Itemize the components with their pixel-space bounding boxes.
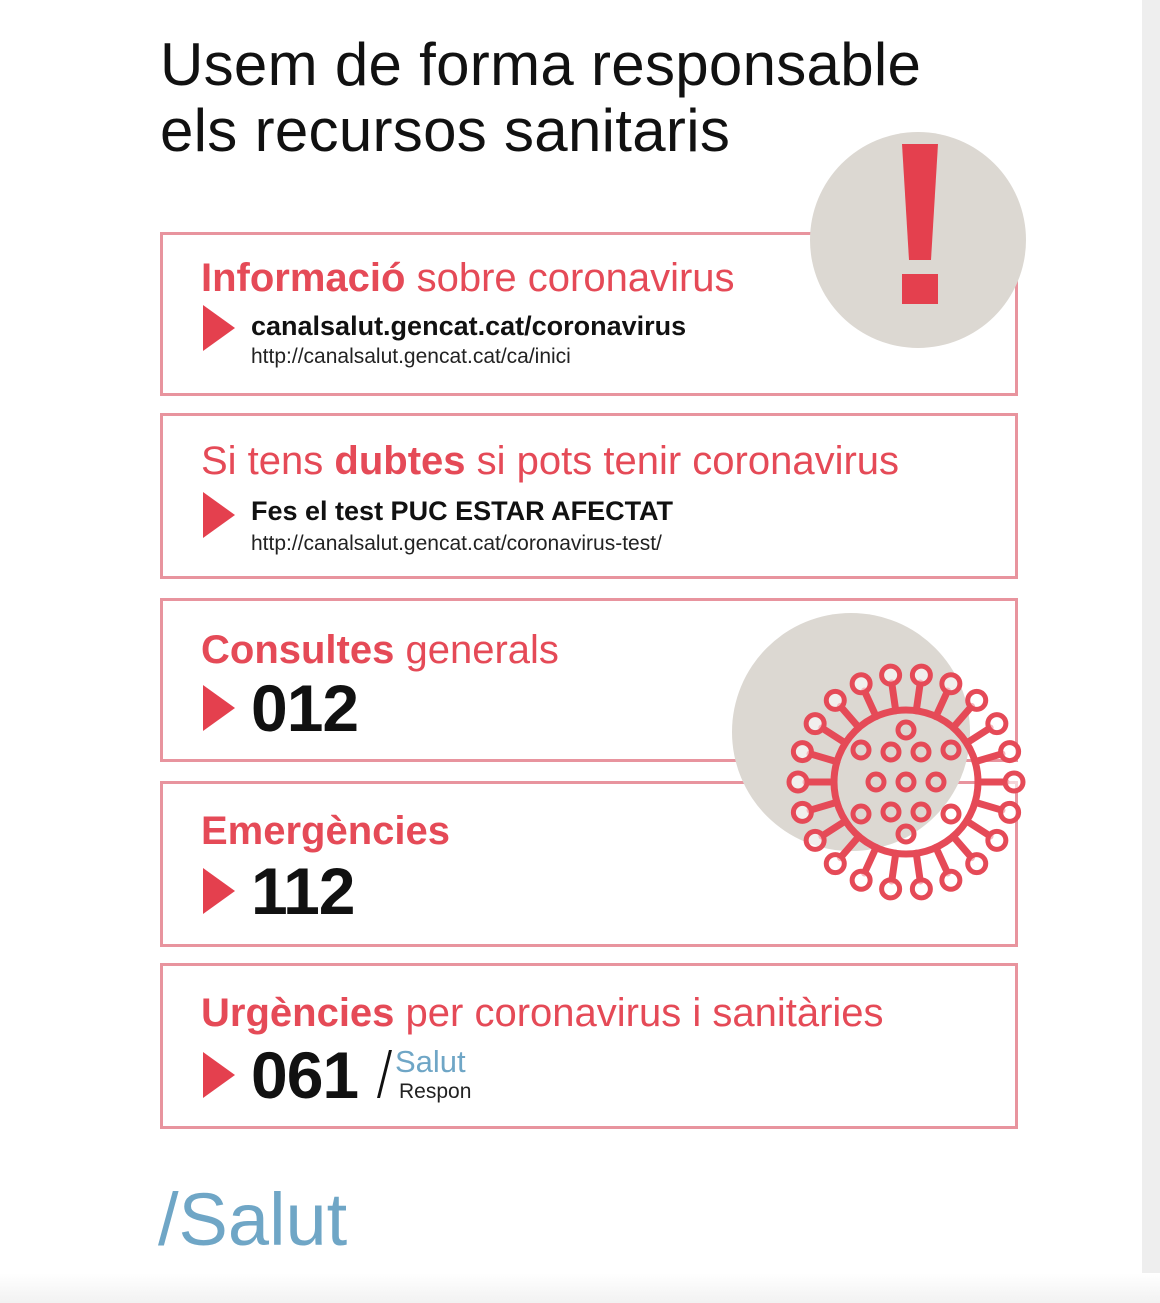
coronavirus-icon bbox=[784, 660, 1028, 904]
test-url[interactable]: http://canalsalut.gencat.cat/coronavirus-test/ bbox=[251, 532, 662, 555]
doubts-heading-post: si pots tenir coronavirus bbox=[465, 439, 900, 483]
alert-badge bbox=[810, 132, 1026, 348]
info-heading-bold: Informació bbox=[201, 256, 406, 300]
page-title bbox=[160, 32, 921, 164]
urgent-heading bbox=[201, 990, 884, 1036]
salut-badge-sub: Respon bbox=[399, 1080, 472, 1103]
arrow-icon bbox=[203, 1052, 235, 1098]
info-link[interactable]: canalsalut.gencat.cat/coronavirus bbox=[251, 311, 687, 341]
urgent-heading-bold: Urgències bbox=[201, 991, 395, 1035]
urgent-heading-rest: per coronavirus i sanitàries bbox=[394, 991, 884, 1035]
bottom-fade bbox=[0, 1273, 1160, 1303]
salut-logo: /Salut bbox=[158, 1178, 348, 1261]
arrow-icon bbox=[203, 685, 235, 731]
consult-heading-rest: generals bbox=[394, 628, 559, 672]
salut-badge-word: Salut bbox=[395, 1044, 466, 1079]
doubts-heading-pre: Si tens bbox=[201, 439, 335, 483]
consult-heading-bold: Consultes bbox=[201, 628, 395, 672]
exclamation-icon bbox=[810, 132, 1026, 348]
consult-heading bbox=[201, 627, 559, 673]
doubts-heading bbox=[201, 438, 899, 484]
title-line-1: Usem de forma responsable bbox=[160, 31, 922, 98]
urgent-card bbox=[160, 963, 1018, 1129]
doubts-card bbox=[160, 413, 1018, 579]
test-link[interactable]: Fes el test PUC ESTAR AFECTAT bbox=[251, 496, 674, 526]
urgent-number[interactable]: 061 bbox=[251, 1038, 359, 1112]
doubts-heading-bold: dubtes bbox=[334, 439, 466, 483]
arrow-icon bbox=[203, 305, 235, 351]
title-line-2: els recursos sanitaris bbox=[160, 97, 731, 164]
emergencies-heading bbox=[201, 808, 450, 854]
consult-number[interactable]: 012 bbox=[251, 671, 359, 745]
arrow-icon bbox=[203, 868, 235, 914]
emergencies-number[interactable]: 112 bbox=[251, 854, 355, 928]
slash-mark bbox=[377, 1050, 392, 1098]
info-heading bbox=[201, 255, 735, 301]
salut-respon-badge bbox=[383, 1040, 503, 1106]
info-heading-rest: sobre coronavirus bbox=[405, 256, 735, 300]
edge-strip bbox=[1142, 0, 1160, 1303]
emergencies-heading-bold: Emergències bbox=[201, 809, 451, 853]
arrow-icon bbox=[203, 492, 235, 538]
info-url[interactable]: http://canalsalut.gencat.cat/ca/inici bbox=[251, 345, 571, 368]
